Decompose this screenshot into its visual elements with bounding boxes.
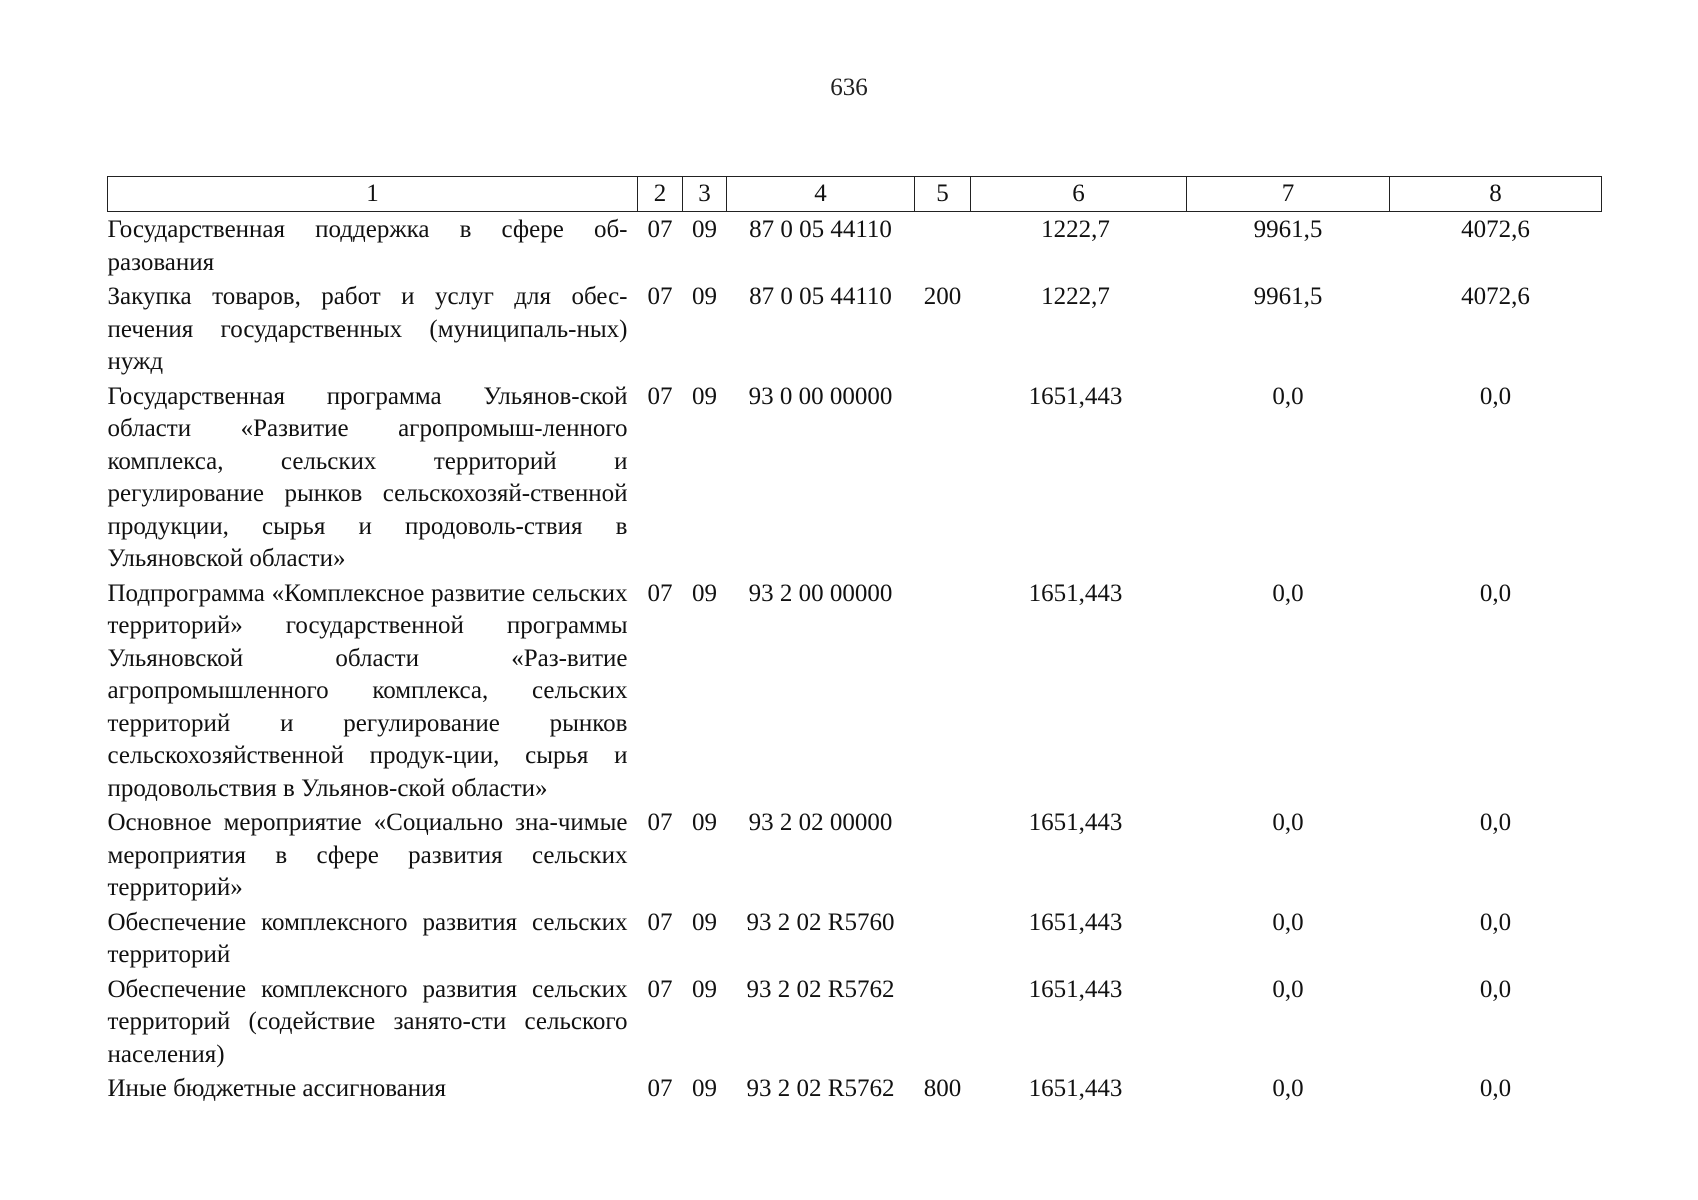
table-row (108, 1071, 1602, 1106)
amount-col6: 1222,7 (1041, 216, 1110, 243)
table-row (108, 379, 1602, 576)
row-name: Иные бюджетные ассигнования (107, 1075, 447, 1102)
row-name: Государственная программа Ульянов-ской области «Развитие агропромыш-ленного комплекса, сельских территорий и регулирование рынков сельскохозяй-ственной продукции, сырья и продоволь-ствия в Ульяновской области» (107, 382, 628, 572)
expense-type-code (915, 972, 971, 1072)
amount-col6: 1651,443 (1028, 809, 1123, 836)
table-row (108, 972, 1602, 1072)
amount-col8: 0,0 (1479, 908, 1512, 936)
amount-col7: 0,0 (1272, 809, 1304, 836)
expense-type-code: 800 (923, 1075, 962, 1102)
target-article-code: 87 0 05 44110 (749, 283, 892, 310)
target-article-code: 93 2 00 00000 (748, 579, 893, 607)
table-row (108, 905, 1602, 972)
row-name: Обеспечение комплексного развития сельских территорий (107, 908, 628, 968)
amount-col7: 9961,5 (1253, 216, 1323, 243)
amount-col7: 0,0 (1272, 1075, 1304, 1102)
expense-type-code (915, 576, 971, 806)
section-code: 07 (647, 908, 673, 936)
amount-col8: 0,0 (1479, 1075, 1512, 1102)
column-header: 5 (915, 177, 971, 212)
page-number: 636 (830, 74, 868, 101)
expense-type-code: 200 (923, 283, 962, 310)
amount-col8: 0,0 (1479, 975, 1512, 1003)
amount-col7: 0,0 (1272, 908, 1304, 936)
subsection-code: 09 (692, 579, 717, 607)
column-header: 7 (1187, 177, 1390, 212)
section-code: 07 (647, 579, 673, 607)
amount-col8: 0,0 (1479, 382, 1512, 410)
amount-col6: 1651,443 (1028, 1075, 1123, 1102)
table-row (108, 576, 1602, 806)
amount-col8: 4072,6 (1461, 216, 1530, 243)
section-code: 07 (647, 382, 673, 410)
section-code: 07 (647, 975, 673, 1003)
target-article-code: 93 2 02 R5760 (746, 908, 895, 936)
amount-col6: 1222,7 (1041, 283, 1110, 310)
expense-type-code (915, 212, 971, 280)
amount-col6: 1651,443 (1028, 579, 1123, 607)
target-article-code: 93 2 02 00000 (748, 809, 893, 836)
row-name: Государственная поддержка в сфере об-разования (107, 216, 628, 276)
row-name: Основное мероприятие «Социально зна-чимые мероприятия в сфере развития сельских территорий» (107, 809, 628, 901)
column-header: 3 (683, 177, 727, 212)
subsection-code: 09 (692, 382, 717, 410)
target-article-code: 93 0 00 00000 (748, 382, 893, 410)
amount-col7: 0,0 (1272, 975, 1304, 1003)
amount-col7: 9961,5 (1253, 283, 1323, 310)
subsection-code: 09 (692, 1075, 717, 1102)
target-article-code: 93 2 02 R5762 (746, 1075, 895, 1102)
table-row (108, 212, 1602, 280)
section-code: 07 (647, 809, 673, 836)
column-header: 6 (971, 177, 1187, 212)
header-row (108, 177, 1602, 212)
expense-type-code (915, 905, 971, 972)
expense-type-code (915, 805, 971, 905)
row-name: Закупка товаров, работ и услуг для обес-печения государственных (муниципаль-ных) нужд (107, 283, 628, 375)
section-code: 07 (647, 216, 673, 243)
target-article-code: 87 0 05 44110 (749, 216, 892, 243)
amount-col7: 0,0 (1272, 579, 1304, 607)
expense-type-code (915, 379, 971, 576)
subsection-code: 09 (692, 908, 717, 936)
target-article-code: 93 2 02 R5762 (746, 975, 895, 1003)
table-row (108, 279, 1602, 379)
subsection-code: 09 (692, 975, 717, 1003)
section-code: 07 (647, 283, 673, 310)
amount-col8: 4072,6 (1461, 283, 1530, 310)
column-header: 2 (638, 177, 683, 212)
row-name: Подпрограмма «Комплексное развитие сельских территорий» государственной программы Ульяновской области «Раз-витие агропромышленного комплекса, сельских территорий и регулирование рынков сельскохозяйственной продук-ции, сырья и продовольствия в Ульянов-ской области» (107, 579, 628, 802)
subsection-code: 09 (692, 283, 717, 310)
section-code: 07 (647, 1075, 673, 1102)
column-header: 8 (1390, 177, 1602, 212)
amount-col6: 1651,443 (1028, 908, 1123, 936)
amount-col8: 0,0 (1479, 579, 1512, 607)
amount-col8: 0,0 (1479, 809, 1512, 836)
subsection-code: 09 (692, 809, 717, 836)
amount-col7: 0,0 (1272, 382, 1304, 410)
budget-table (107, 176, 1602, 1106)
subsection-code: 09 (692, 216, 717, 243)
row-name: Обеспечение комплексного развития сельских территорий (содействие занято-сти сельского населения) (107, 975, 628, 1068)
table-row (108, 805, 1602, 905)
column-header: 4 (727, 177, 915, 212)
amount-col6: 1651,443 (1028, 382, 1123, 410)
column-header: 1 (108, 177, 638, 212)
amount-col6: 1651,443 (1028, 975, 1123, 1003)
